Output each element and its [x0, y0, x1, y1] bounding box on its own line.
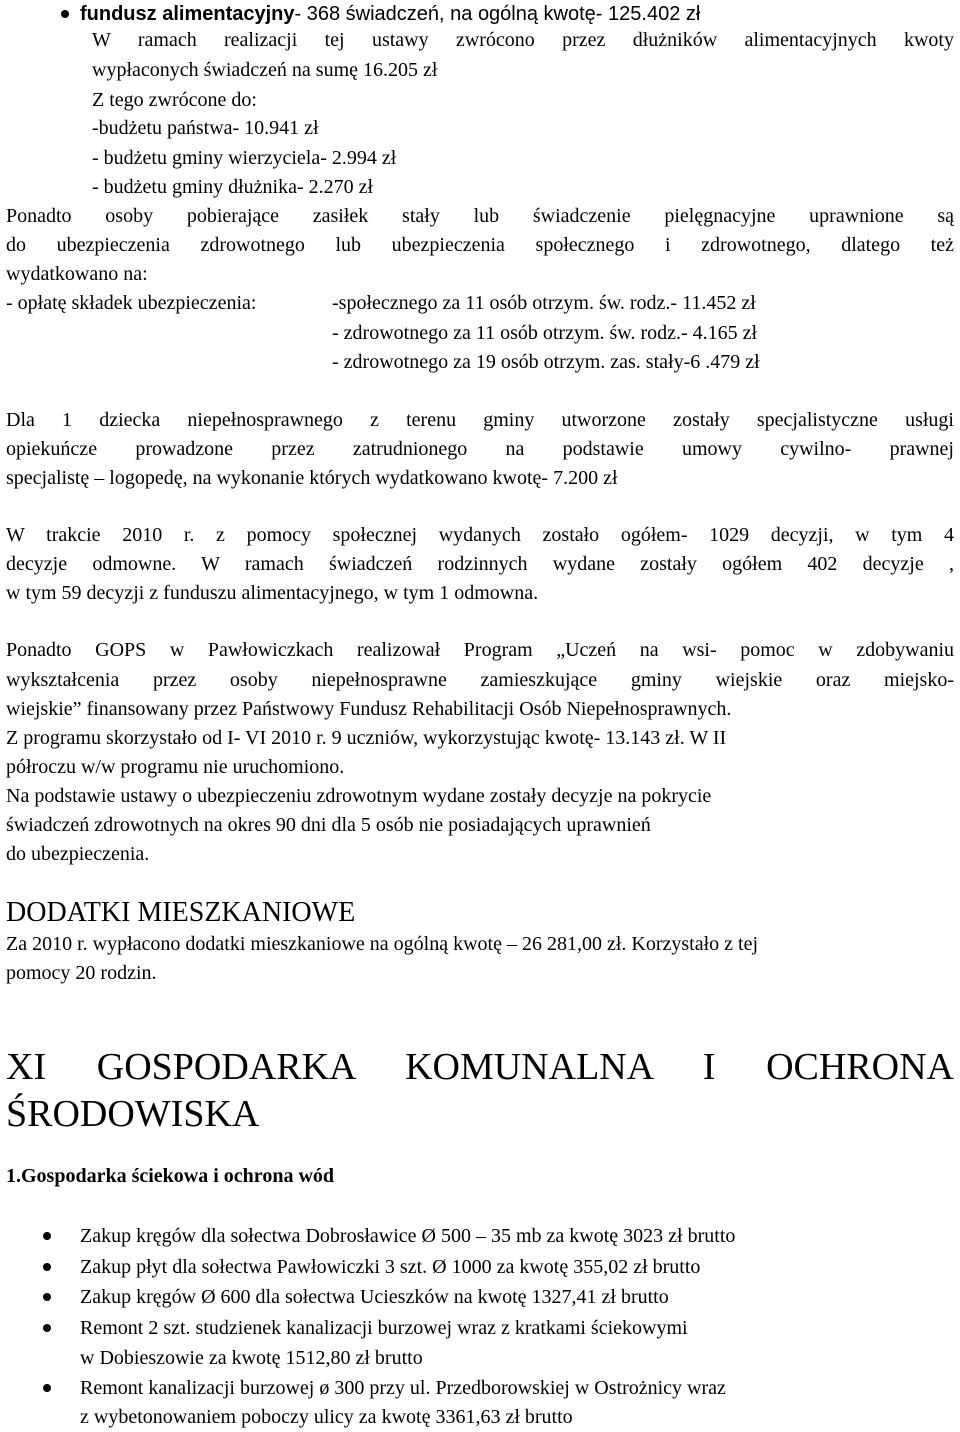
fundusz-amount: - 368 świadczeń, na ogólną kwotę- 125.402 zł — [294, 3, 701, 25]
chapter-title-cont: ŚRODOWISKA — [6, 1093, 260, 1135]
fundusz-title: fundusz alimentacyjny — [80, 3, 295, 25]
bullet-item: Zakup kręgów dla sołectwa Dobrosławice Ø 500 – 35 mb za kwotę 3023 zł brutto — [80, 1225, 736, 1247]
skladki-line: - zdrowotnego za 11 osób otrzym. św. rodz.- 4.165 zł — [332, 322, 758, 344]
gops-line: półroczu w/w programu nie uruchomiono. — [6, 756, 345, 778]
bullet-dot — [61, 10, 69, 18]
chapter-title: XI GOSPODARKA KOMUNALNA I OCHRONA — [6, 1046, 954, 1088]
bullet-item-cont: z wybetonowaniem poboczy ulicy za kwotę 3361,63 zł brutto — [80, 1406, 573, 1428]
ponadto-line: do ubezpieczenia zdrowotnego lub ubezpieczenia społecznego i zdrowotnego, dlatego też — [6, 234, 954, 256]
dziecko-line: Dla 1 dziecka niepełnosprawnego z terenu gminy utworzone zostały specjalistyczne usługi — [6, 409, 954, 431]
bullet-item-cont: w Dobieszowie za kwotę 1512,80 zł brutto — [80, 1347, 423, 1369]
bullet-dot — [43, 1232, 51, 1240]
gops-line: Ponadto GOPS w Pawłowiczkach realizował Program „Uczeń na wsi- pomoc w zdobywaniu — [6, 639, 954, 661]
dodatki-heading: DODATKI MIESZKANIOWE — [6, 897, 356, 928]
fundusz-line: W ramach realizacji tej ustawy zwrócono przez dłużników alimentacyjnych kwoty — [92, 29, 954, 51]
trakcie-line: w tym 59 decyzji z funduszu alimentacyjnego, w tym 1 odmowna. — [6, 582, 539, 604]
gops-line: Z programu skorzystało od I- VI 2010 r. 9 uczniów, wykorzystując kwotę- 13.143 zł. W II — [6, 727, 727, 749]
fundusz-line: wypłaconych świadczeń na sumę 16.205 zł — [92, 59, 438, 81]
skladki-label: - opłatę składek ubezpieczenia: — [6, 292, 257, 314]
skladki-line: -społecznego za 11 osób otrzym. św. rodz.- 11.452 zł — [332, 292, 756, 314]
bullet-item: Zakup płyt dla sołectwa Pawłowiczki 3 szt. Ø 1000 za kwotę 355,02 zł brutto — [80, 1256, 701, 1278]
chapter-subheading: 1.Gospodarka ściekowa i ochrona wód — [6, 1165, 335, 1187]
trakcie-line: W trakcie 2010 r. z pomocy społecznej wydanych zostało ogółem- 1029 decyzji, w tym 4 — [6, 524, 954, 546]
fundusz-heading — [80, 0, 700, 29]
bullet-item: Zakup kręgów Ø 600 dla sołectwa Ucieszków na kwotę 1327,41 zł brutto — [80, 1286, 669, 1308]
bullet-dot — [43, 1384, 51, 1392]
ponadto-line: wydatkowano na: — [6, 263, 148, 285]
dodatki-line: Za 2010 r. wypłacono dodatki mieszkaniowe na ogólną kwotę – 26 281,00 zł. Korzystało z tej — [6, 933, 759, 955]
gops-line: wykształcenia przez osoby niepełnosprawne zamieszkujące gminy wiejskie oraz miejsko- — [6, 669, 954, 691]
gops-line: Na podstawie ustawy o ubezpieczeniu zdrowotnym wydane zostały decyzje na pokrycie — [6, 785, 712, 807]
dziecko-line: opiekuńcze prowadzone przez zatrudnionego na podstawie umowy cywilno- prawnej — [6, 438, 954, 460]
skladki-line: - zdrowotnego za 19 osób otrzym. zas. stały-6 .479 zł — [332, 351, 760, 373]
dodatki-line: pomocy 20 rodzin. — [6, 962, 157, 984]
fundusz-line: - budżetu gminy wierzyciela- 2.994 zł — [92, 147, 397, 169]
fundusz-line: - budżetu gminy dłużnika- 2.270 zł — [92, 176, 374, 198]
bullet-item: Remont 2 szt. studzienek kanalizacji burzowej wraz z kratkami ściekowymi — [80, 1317, 688, 1339]
gops-line: do ubezpieczenia. — [6, 843, 150, 865]
bullet-dot — [43, 1324, 51, 1332]
trakcie-line: decyzje odmowne. W ramach świadczeń rodzinnych wydane zostały ogółem 402 decyzje , — [6, 553, 954, 575]
gops-line: świadczeń zdrowotnych na okres 90 dni dla 5 osób nie posiadających uprawnień — [6, 814, 651, 836]
bullet-dot — [43, 1263, 51, 1271]
bullet-item: Remont kanalizacji burzowej ø 300 przy ul. Przedborowskiej w Ostrożnicy wraz — [80, 1377, 726, 1399]
ponadto-line: Ponadto osoby pobierające zasiłek stały lub świadczenie pielęgnacyjne uprawnione są — [6, 205, 954, 227]
fundusz-line: Z tego zwrócone do: — [92, 89, 257, 111]
fundusz-line: -budżetu państwa- 10.941 zł — [92, 117, 319, 139]
dziecko-line: specjalistę – logopedę, na wykonanie których wydatkowano kwotę- 7.200 zł — [6, 467, 618, 489]
bullet-dot — [43, 1293, 51, 1301]
gops-line: wiejskie” finansowany przez Państwowy Fundusz Rehabilitacji Osób Niepełnosprawnych. — [6, 698, 732, 720]
